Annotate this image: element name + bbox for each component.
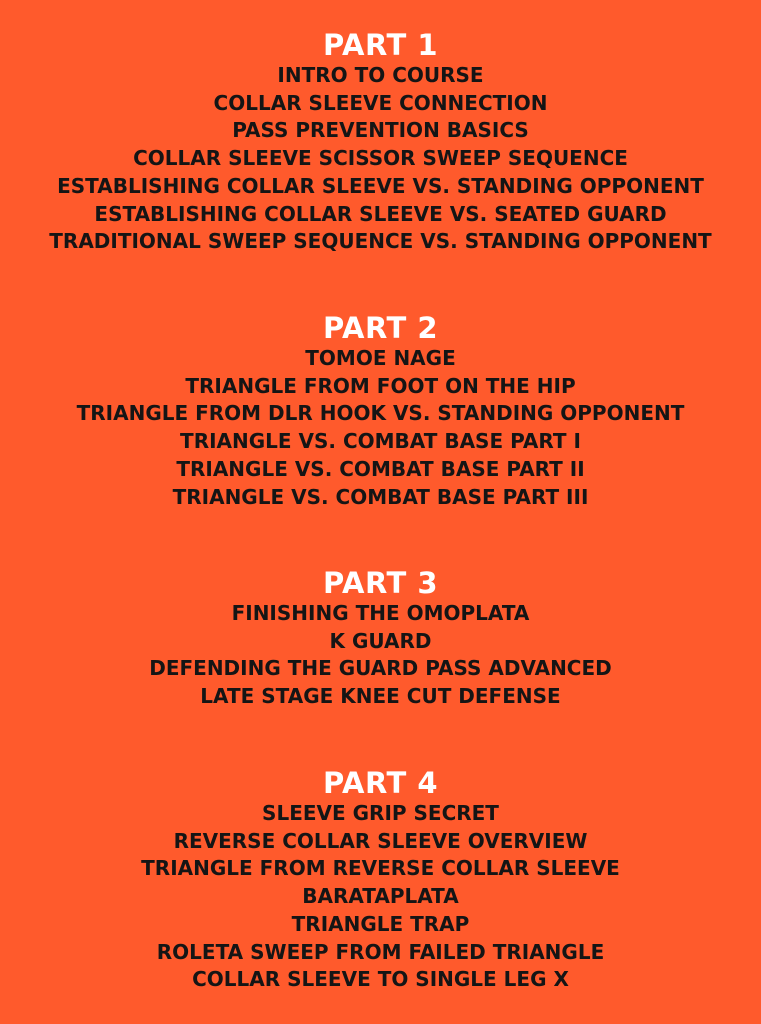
part-3-section: [0, 566, 761, 711]
lesson-item: TRIANGLE VS. COMBAT BASE PART I: [180, 429, 581, 454]
lesson-item: TRIANGLE VS. COMBAT BASE PART III: [172, 484, 589, 509]
part-1-title: PART 1: [322, 28, 439, 62]
part-2-title: PART 2: [322, 311, 439, 345]
lesson-item: ESTABLISHING COLLAR SLEEVE VS. SEATED GUARD: [94, 201, 667, 226]
lesson-item: ROLETA SWEEP FROM FAILED TRIANGLE: [156, 939, 605, 964]
part-1-lesson-list: [0, 62, 761, 256]
part-1-section: [0, 28, 761, 256]
part-4-lesson-list: [0, 800, 761, 994]
lesson-item: DEFENDING THE GUARD PASS ADVANCED: [149, 656, 612, 681]
lesson-item: TRIANGLE FROM FOOT ON THE HIP: [185, 373, 576, 398]
lesson-item: TRADITIONAL SWEEP SEQUENCE VS. STANDING OPPONENT: [49, 229, 712, 254]
lesson-item: COLLAR SLEEVE SCISSOR SWEEP SEQUENCE: [133, 146, 628, 171]
lesson-item: INTRO TO COURSE: [277, 63, 484, 87]
lesson-item: ESTABLISHING COLLAR SLEEVE VS. STANDING OPPONENT: [57, 173, 704, 198]
lesson-item: TRIANGLE VS. COMBAT BASE PART II: [176, 456, 585, 481]
lesson-item: PASS PREVENTION BASICS: [232, 118, 529, 143]
part-2-section: [0, 311, 761, 511]
lesson-item: TRIANGLE FROM DLR HOOK VS. STANDING OPPONENT: [76, 401, 685, 426]
lesson-item: COLLAR SLEEVE CONNECTION: [213, 90, 548, 115]
lesson-item: TRIANGLE TRAP: [291, 911, 470, 936]
part-2-lesson-list: [0, 345, 761, 511]
lesson-item: REVERSE COLLAR SLEEVE OVERVIEW: [173, 828, 588, 853]
lesson-item: LATE STAGE KNEE CUT DEFENSE: [200, 684, 561, 709]
lesson-item: BARATAPLATA: [302, 884, 459, 909]
part-3-lesson-list: [0, 600, 761, 711]
part-4-section: [0, 766, 761, 994]
part-3-title: PART 3: [322, 566, 439, 600]
lesson-item: SLEEVE GRIP SECRET: [262, 801, 499, 825]
lesson-item: COLLAR SLEEVE TO SINGLE LEG X: [192, 967, 569, 992]
lesson-item: TOMOE NAGE: [305, 346, 456, 370]
lesson-item: TRIANGLE FROM REVERSE COLLAR SLEEVE: [141, 856, 620, 881]
lesson-item: K GUARD: [329, 628, 432, 653]
part-4-title: PART 4: [322, 766, 439, 800]
lesson-item: FINISHING THE OMOPLATA: [231, 601, 530, 625]
